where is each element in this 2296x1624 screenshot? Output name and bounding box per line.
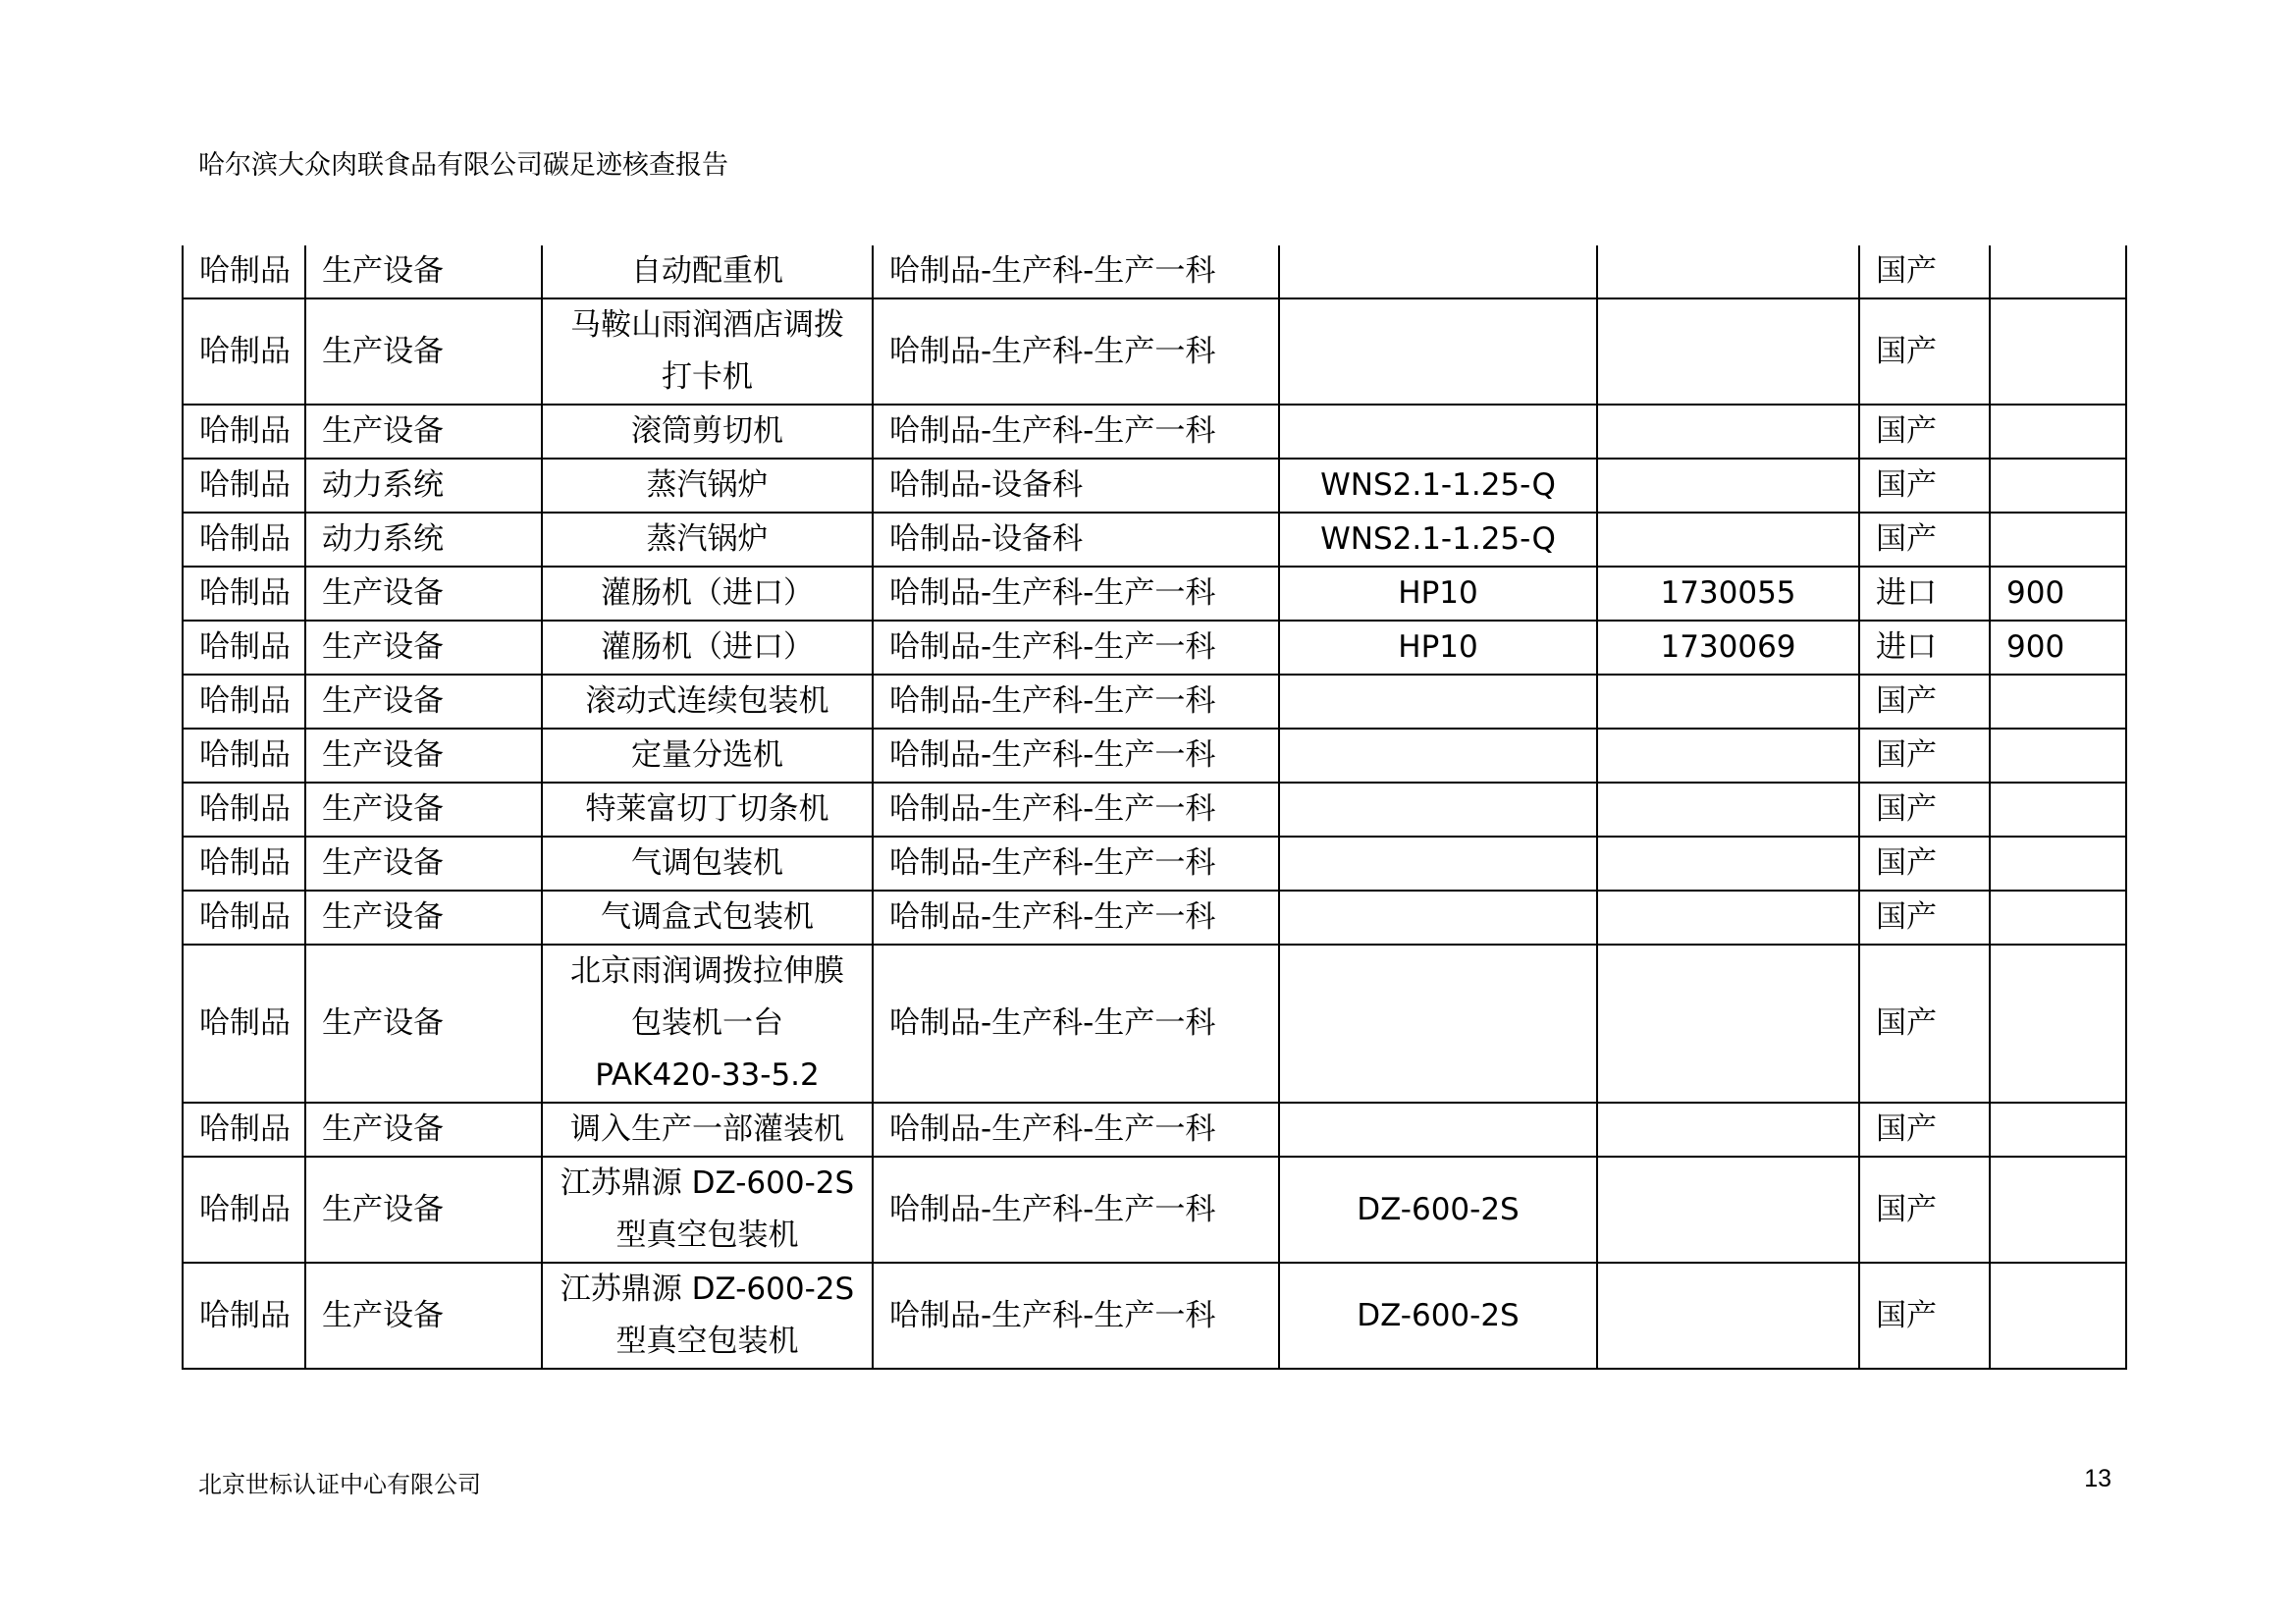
- cell-category: 生产设备: [305, 675, 542, 729]
- cell-category: 生产设备: [305, 1263, 542, 1369]
- equipment-name-line: 滚动式连续包装机: [585, 683, 829, 719]
- cell-power: [1990, 405, 2126, 459]
- cell-category: 生产设备: [305, 1103, 542, 1157]
- cell-model: [1279, 891, 1597, 945]
- cell-equipment-name: [542, 891, 873, 945]
- cell-department: 哈制品-生产科-生产一科: [873, 891, 1279, 945]
- cell-power: [1990, 837, 2126, 891]
- equipment-name-line: 蒸汽锅炉: [646, 467, 769, 503]
- cell-power: [1990, 298, 2126, 405]
- cell-power: [1990, 675, 2126, 729]
- cell-origin: 国产: [1859, 1157, 1990, 1263]
- cell-department: 哈制品-设备科: [873, 459, 1279, 513]
- table-row: [183, 1263, 2126, 1369]
- table-row: [183, 245, 2126, 298]
- cell-company: 哈制品: [183, 675, 305, 729]
- equipment-name-line: 气调盒式包装机: [601, 899, 814, 935]
- cell-origin: 国产: [1859, 783, 1990, 837]
- equipment-name-line: 定量分选机: [631, 737, 783, 773]
- cell-equipment-name: [542, 1103, 873, 1157]
- cell-equipment-name: [542, 675, 873, 729]
- cell-equipment-name: [542, 621, 873, 675]
- cell-department: 哈制品-生产科-生产一科: [873, 405, 1279, 459]
- page-header: 哈尔滨大众肉联食品有限公司碳足迹核查报告: [198, 150, 728, 181]
- equipment-name-line: 灌肠机（进口）: [601, 629, 814, 665]
- table-row: [183, 1103, 2126, 1157]
- cell-model: [1279, 675, 1597, 729]
- cell-serial-number: [1597, 675, 1859, 729]
- cell-department: 哈制品-生产科-生产一科: [873, 945, 1279, 1103]
- cell-serial-number: [1597, 298, 1859, 405]
- equipment-name-line: PAK420-33-5.2: [595, 1057, 820, 1093]
- cell-equipment-name: [542, 945, 873, 1103]
- cell-company: 哈制品: [183, 1103, 305, 1157]
- cell-category: 生产设备: [305, 1157, 542, 1263]
- cell-power: [1990, 1157, 2126, 1263]
- cell-category: 生产设备: [305, 405, 542, 459]
- cell-category: 生产设备: [305, 729, 542, 783]
- cell-category: 生产设备: [305, 837, 542, 891]
- cell-company: 哈制品: [183, 1263, 305, 1369]
- cell-power: [1990, 1103, 2126, 1157]
- cell-model: [1279, 783, 1597, 837]
- cell-origin: 国产: [1859, 459, 1990, 513]
- cell-category: 生产设备: [305, 567, 542, 621]
- cell-company: 哈制品: [183, 729, 305, 783]
- cell-department: 哈制品-生产科-生产一科: [873, 837, 1279, 891]
- cell-origin: 进口: [1859, 621, 1990, 675]
- cell-serial-number: [1597, 1263, 1859, 1369]
- cell-company: 哈制品: [183, 945, 305, 1103]
- cell-category: 生产设备: [305, 245, 542, 298]
- cell-equipment-name: [542, 783, 873, 837]
- cell-department: 哈制品-生产科-生产一科: [873, 729, 1279, 783]
- cell-company: 哈制品: [183, 621, 305, 675]
- cell-department: 哈制品-生产科-生产一科: [873, 1103, 1279, 1157]
- equipment-name-line: 滚筒剪切机: [631, 413, 783, 449]
- cell-power: [1990, 1263, 2126, 1369]
- table-row: [183, 891, 2126, 945]
- cell-serial-number: [1597, 1103, 1859, 1157]
- cell-model: WNS2.1-1.25-Q: [1279, 513, 1597, 567]
- cell-origin: 国产: [1859, 729, 1990, 783]
- cell-model: [1279, 945, 1597, 1103]
- cell-serial-number: 1730069: [1597, 621, 1859, 675]
- cell-department: 哈制品-生产科-生产一科: [873, 1263, 1279, 1369]
- cell-serial-number: [1597, 945, 1859, 1103]
- cell-power: [1990, 729, 2126, 783]
- cell-origin: 国产: [1859, 513, 1990, 567]
- cell-power: [1990, 891, 2126, 945]
- cell-serial-number: [1597, 783, 1859, 837]
- cell-company: 哈制品: [183, 405, 305, 459]
- equipment-name-line: 蒸汽锅炉: [646, 521, 769, 557]
- equipment-name-line: 灌肠机（进口）: [601, 575, 814, 611]
- table-row: [183, 621, 2126, 675]
- equipment-name-line: 马鞍山雨润酒店调拨: [570, 307, 844, 343]
- table-row: [183, 783, 2126, 837]
- table-row: [183, 459, 2126, 513]
- equipment-name-line: 气调包装机: [631, 845, 783, 881]
- cell-company: 哈制品: [183, 783, 305, 837]
- equipment-name-line: 江苏鼎源 DZ-600-2S: [560, 1165, 855, 1201]
- table-row: [183, 837, 2126, 891]
- cell-power: [1990, 783, 2126, 837]
- cell-model: DZ-600-2S: [1279, 1157, 1597, 1263]
- cell-department: 哈制品-生产科-生产一科: [873, 621, 1279, 675]
- cell-model: [1279, 837, 1597, 891]
- cell-company: 哈制品: [183, 567, 305, 621]
- cell-power: [1990, 513, 2126, 567]
- cell-serial-number: [1597, 837, 1859, 891]
- cell-equipment-name: [542, 837, 873, 891]
- cell-origin: 进口: [1859, 567, 1990, 621]
- cell-category: 生产设备: [305, 783, 542, 837]
- cell-serial-number: [1597, 729, 1859, 783]
- equipment-name-line: 自动配重机: [631, 253, 783, 289]
- cell-equipment-name: [542, 298, 873, 405]
- cell-power: 900: [1990, 621, 2126, 675]
- cell-category: 动力系统: [305, 513, 542, 567]
- cell-origin: 国产: [1859, 891, 1990, 945]
- cell-department: 哈制品-生产科-生产一科: [873, 567, 1279, 621]
- equipment-table: [182, 245, 2127, 1370]
- cell-company: 哈制品: [183, 837, 305, 891]
- cell-category: 生产设备: [305, 298, 542, 405]
- equipment-name-line: 江苏鼎源 DZ-600-2S: [560, 1272, 855, 1307]
- cell-department: 哈制品-生产科-生产一科: [873, 245, 1279, 298]
- equipment-table-body: [183, 245, 2126, 1369]
- cell-model: [1279, 298, 1597, 405]
- table-row: [183, 675, 2126, 729]
- cell-power: [1990, 945, 2126, 1103]
- cell-origin: 国产: [1859, 837, 1990, 891]
- cell-serial-number: [1597, 245, 1859, 298]
- cell-equipment-name: [542, 245, 873, 298]
- cell-origin: 国产: [1859, 1263, 1990, 1369]
- cell-power: 900: [1990, 567, 2126, 621]
- cell-department: 哈制品-生产科-生产一科: [873, 675, 1279, 729]
- cell-department: 哈制品-生产科-生产一科: [873, 298, 1279, 405]
- cell-origin: 国产: [1859, 945, 1990, 1103]
- table-row: [183, 513, 2126, 567]
- cell-model: DZ-600-2S: [1279, 1263, 1597, 1369]
- equipment-table-container: [182, 245, 2125, 1370]
- cell-power: [1990, 245, 2126, 298]
- cell-company: 哈制品: [183, 245, 305, 298]
- cell-serial-number: [1597, 405, 1859, 459]
- cell-equipment-name: [542, 513, 873, 567]
- cell-model: WNS2.1-1.25-Q: [1279, 459, 1597, 513]
- cell-origin: 国产: [1859, 675, 1990, 729]
- cell-equipment-name: [542, 1263, 873, 1369]
- equipment-name-line: 包装机一台: [631, 1005, 783, 1041]
- cell-serial-number: 1730055: [1597, 567, 1859, 621]
- table-row: [183, 405, 2126, 459]
- cell-serial-number: [1597, 1157, 1859, 1263]
- cell-company: 哈制品: [183, 459, 305, 513]
- cell-serial-number: [1597, 891, 1859, 945]
- cell-model: [1279, 405, 1597, 459]
- cell-model: HP10: [1279, 621, 1597, 675]
- cell-company: 哈制品: [183, 1157, 305, 1263]
- equipment-name-line: 特莱富切丁切条机: [585, 791, 829, 827]
- cell-model: [1279, 245, 1597, 298]
- cell-category: 生产设备: [305, 621, 542, 675]
- equipment-name-line: 型真空包装机: [615, 1324, 799, 1359]
- cell-serial-number: [1597, 513, 1859, 567]
- table-row: [183, 567, 2126, 621]
- equipment-name-line: 北京雨润调拨拉伸膜: [570, 953, 844, 989]
- cell-equipment-name: [542, 729, 873, 783]
- table-row: [183, 298, 2126, 405]
- equipment-name-line: 打卡机: [662, 359, 753, 395]
- page-footer: 北京世标认证中心有限公司: [198, 1471, 481, 1498]
- cell-origin: 国产: [1859, 298, 1990, 405]
- cell-department: 哈制品-生产科-生产一科: [873, 1157, 1279, 1263]
- equipment-name-line: 调入生产一部灌装机: [570, 1111, 844, 1147]
- cell-category: 生产设备: [305, 945, 542, 1103]
- cell-company: 哈制品: [183, 513, 305, 567]
- cell-company: 哈制品: [183, 891, 305, 945]
- equipment-name-line: 型真空包装机: [615, 1218, 799, 1253]
- page-number: 13: [2084, 1465, 2111, 1492]
- cell-model: [1279, 1103, 1597, 1157]
- cell-model: [1279, 729, 1597, 783]
- cell-company: 哈制品: [183, 298, 305, 405]
- cell-equipment-name: [542, 1157, 873, 1263]
- cell-power: [1990, 459, 2126, 513]
- cell-category: 动力系统: [305, 459, 542, 513]
- cell-equipment-name: [542, 405, 873, 459]
- cell-origin: 国产: [1859, 245, 1990, 298]
- cell-equipment-name: [542, 459, 873, 513]
- cell-department: 哈制品-设备科: [873, 513, 1279, 567]
- cell-equipment-name: [542, 567, 873, 621]
- cell-model: HP10: [1279, 567, 1597, 621]
- cell-origin: 国产: [1859, 405, 1990, 459]
- cell-serial-number: [1597, 459, 1859, 513]
- cell-department: 哈制品-生产科-生产一科: [873, 783, 1279, 837]
- cell-category: 生产设备: [305, 891, 542, 945]
- cell-origin: 国产: [1859, 1103, 1990, 1157]
- table-row: [183, 945, 2126, 1103]
- table-row: [183, 1157, 2126, 1263]
- table-row: [183, 729, 2126, 783]
